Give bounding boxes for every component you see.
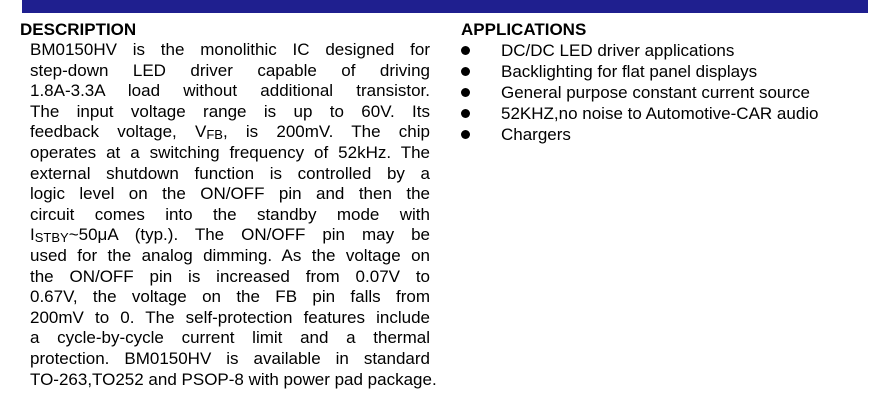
bullet-icon bbox=[461, 88, 470, 97]
application-item bbox=[461, 124, 881, 145]
description-line: used for the analog dimming. As the voltage on bbox=[30, 245, 430, 265]
bullet-icon bbox=[461, 67, 470, 76]
description-line: 0.67V, the voltage on the FB pin falls from bbox=[30, 287, 430, 307]
applications-heading: APPLICATIONS bbox=[461, 20, 587, 39]
header-bar bbox=[22, 0, 868, 13]
application-label: General purpose constant current source bbox=[501, 83, 811, 102]
description-line: logic level on the ON/OFF pin and then the bbox=[30, 184, 430, 204]
application-item bbox=[461, 82, 881, 103]
description-line: 200mV to 0. The self-protection features include bbox=[30, 307, 430, 327]
bullet-icon bbox=[461, 109, 470, 118]
application-item bbox=[461, 103, 881, 124]
application-label: Backlighting for flat panel displays bbox=[501, 62, 758, 81]
subscript: STBY bbox=[34, 230, 69, 246]
application-label: Chargers bbox=[501, 125, 571, 144]
description-body bbox=[30, 40, 470, 390]
description-text: , is 200mV. The chip bbox=[222, 122, 430, 142]
application-item bbox=[461, 61, 881, 82]
description-line bbox=[30, 122, 430, 143]
description-text: I bbox=[30, 225, 35, 245]
description-line: a cycle-by-cycle current limit and a thermal bbox=[30, 328, 430, 348]
description-line: The input voltage range is up to 60V. Its bbox=[30, 101, 430, 121]
bullet-icon bbox=[461, 46, 470, 55]
description-line bbox=[30, 225, 430, 246]
description-text: ~50μA (typ.). The ON/OFF pin may be bbox=[68, 225, 430, 245]
description-line: BM0150HV is the monolithic IC designed for bbox=[30, 40, 430, 59]
application-label: DC/DC LED driver applications bbox=[501, 41, 735, 60]
applications-list bbox=[461, 40, 881, 145]
applications-section bbox=[461, 20, 881, 145]
description-line: the ON/OFF pin is increased from 0.07V to bbox=[30, 266, 430, 286]
bullet-icon bbox=[461, 130, 470, 139]
description-line: operates at a switching frequency of 52kHz. The bbox=[30, 142, 430, 162]
description-line: TO-263,TO252 and PSOP-8 with power pad package. bbox=[30, 369, 437, 389]
description-text: feedback voltage, V bbox=[30, 122, 207, 142]
description-section bbox=[20, 20, 470, 390]
description-heading: DESCRIPTION bbox=[20, 20, 137, 39]
description-line: 1.8A-3.3A load without additional transistor. bbox=[30, 81, 430, 101]
description-line: circuit comes into the standby mode with bbox=[30, 204, 430, 224]
application-item bbox=[461, 40, 881, 61]
description-line: protection. BM0150HV is available in standard bbox=[30, 348, 430, 368]
description-line: step-down LED driver capable of driving bbox=[30, 60, 430, 80]
description-line: external shutdown function is controlled by a bbox=[30, 163, 430, 183]
subscript: FB bbox=[206, 127, 223, 143]
application-label: 52KHZ,no noise to Automotive-CAR audio bbox=[501, 104, 819, 123]
